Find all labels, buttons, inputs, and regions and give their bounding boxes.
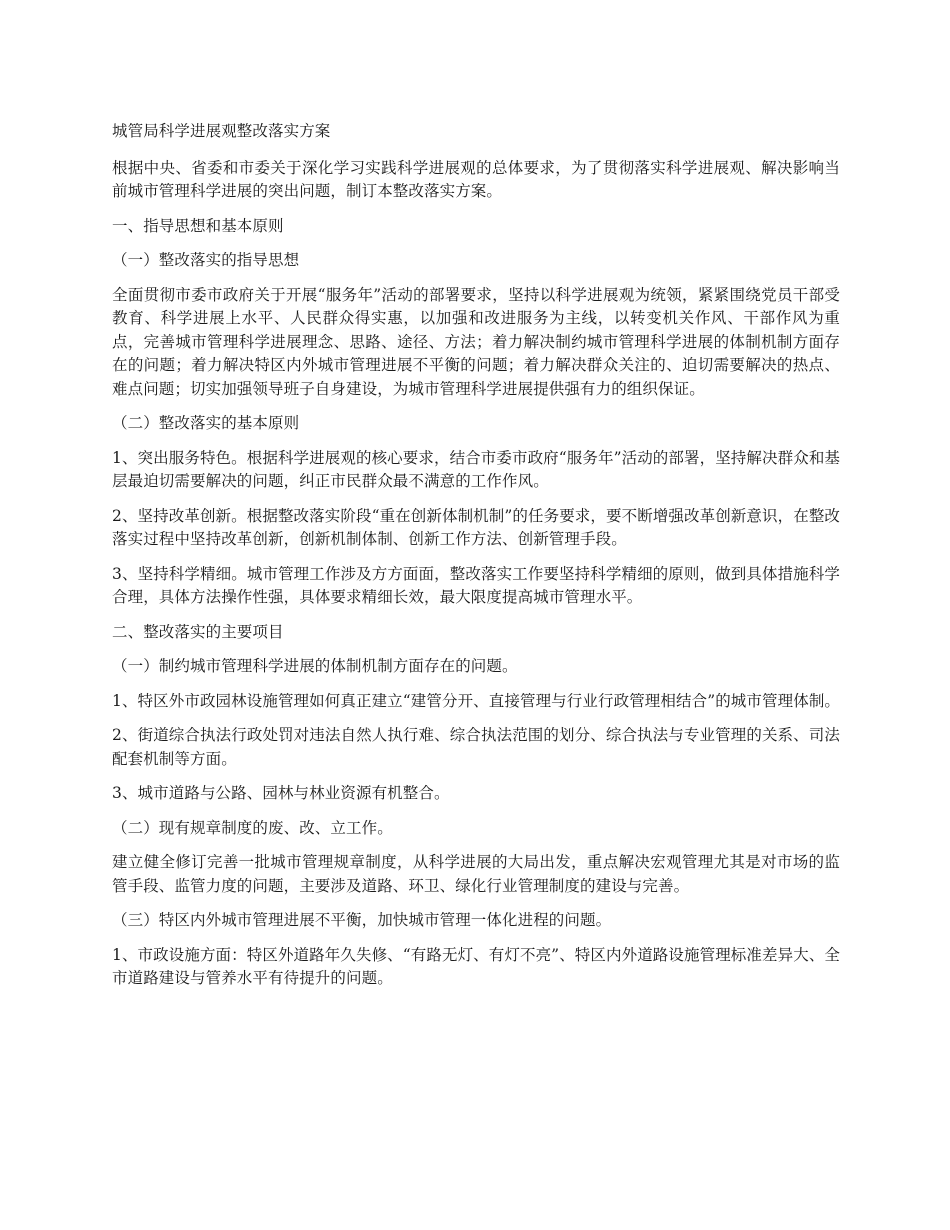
subsection-heading-2-2: （二）现有规章制度的废、改、立工作。: [112, 818, 393, 837]
paragraph-item-2-1-1: 1、特区外市政园林设施管理如何真正建立“建管分开、直接管理与行业行政管理相结合”的城市管理体制。: [112, 691, 841, 710]
paragraph-principle-2: 2、坚持改革创新。根据整改落实阶段“重在创新体制机制”的任务要求，要不断增强改革创新意识，在整改落实过程中坚持改革创新，创新机制体制、创新工作方法、创新管理手段。: [112, 506, 841, 548]
document-title: 城管局科学进展观整改落实方案: [112, 122, 331, 140]
paragraph-item-2-3-1: 1、市政设施方面：特区外道路年久失修、“有路无灯、有灯不亮”、特区内外道路设施管理标准差异大、全市道路建设与管养水平有待提升的问题。: [112, 945, 841, 987]
document-page: [112, 120, 840, 1002]
paragraph-item-2-2: 建立健全修订完善一批城市管理规章制度，从科学进展的大局出发，重点解决宏观管理尤其是对市场的监管手段、监管力度的问题，主要涉及道路、环卫、绿化行业管理制度的建设与完善。: [112, 853, 840, 895]
paragraph-item-2-1-3: 3、城市道路与公路、园林与林业资源有机整合。: [112, 784, 450, 802]
paragraph-intro: 根据中央、省委和市委关于深化学习实践科学进展观的总体要求，为了贯彻落实科学进展观、解决影响当前城市管理科学进展的突出问题，制订本整改落实方案。: [112, 158, 840, 200]
subsection-heading-1-2: （二）整改落实的基本原则: [112, 414, 300, 432]
subsection-heading-2-3: （三）特区内外城市管理进展不平衡，加快城市管理一体化进程的问题。: [112, 911, 612, 929]
section-heading-2: 二、整改落实的主要项目: [112, 622, 284, 641]
section-heading-1: 一、指导思想和基本原则: [112, 216, 284, 235]
paragraph-guiding-ideology: 全面贯彻市委市政府关于开展“服务年”活动的部署要求，坚持以科学进展观为统领，紧紧围绕党员干部受教育、科学进展上水平、人民群众得实惠，以加强和改进服务为主线，以转变机关作风、干部作风为重点，完善城市管理科学进展理念、思路、途径、方法；着力解决制约城市管理科学进展的体制机制方面存在的问题；着力解决特区内外城市管理进展不平衡的问题；着力解决群众关注的、迫切需要解决的热点、难点问题；切实加强领导班子自身建设，为城市管理科学进展提供强有力的组织保证。: [112, 285, 840, 398]
subsection-heading-2-1: （一）制约城市管理科学进展的体制机制方面存在的问题。: [112, 657, 518, 675]
subsection-heading-1-1: （一）整改落实的指导思想: [112, 251, 300, 269]
paragraph-principle-3: 3、坚持科学精细。城市管理工作涉及方方面面，整改落实工作要坚持科学精细的原则，做到具体措施科学合理，具体方法操作性强，具体要求精细长效，最大限度提高城市管理水平。: [112, 564, 840, 606]
paragraph-principle-1: 1、突出服务特色。根据科学进展观的核心要求，结合市委市政府“服务年”活动的部署，坚持解决群众和基层最迫切需要解决的问题，纠正市民群众最不满意的工作作风。: [112, 448, 841, 490]
paragraph-item-2-1-2: 2、街道综合执法行政处罚对违法自然人执行难、综合执法范围的划分、综合执法与专业管理的关系、司法配套机制等方面。: [112, 726, 840, 768]
